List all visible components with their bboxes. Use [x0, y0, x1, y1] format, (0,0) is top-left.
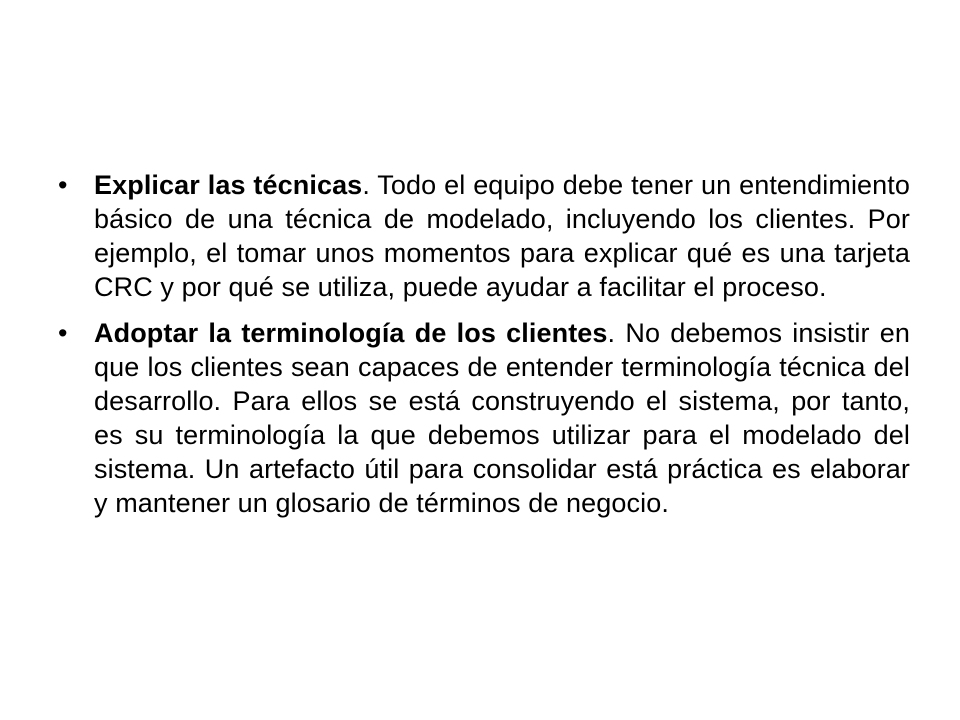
bullet-item-explicar-tecnicas	[52, 168, 910, 304]
bullet-title: Explicar las técnicas	[94, 170, 363, 200]
bullet-text: . Todo el equipo debe tener un entendimiento básico de una técnica de modelado, incluyendo los clientes. Por ejemplo, el tomar unos momentos para explicar qué es una tarjeta CRC y por qué se utiliza, puede ayudar a facilitar el proceso.	[94, 170, 911, 302]
bullet-item-adoptar-terminologia	[52, 316, 910, 520]
bullet-marker: •	[58, 170, 68, 200]
bullet-title: Adoptar la terminología de los clientes	[94, 318, 608, 348]
bullet-list	[52, 168, 910, 532]
bullet-text: . No debemos insistir en que los clientes sean capaces de entender terminología técnica del desarrollo. Para ellos se está construyendo el sistema, por tanto, es su terminología la que debemos utilizar para el modelado del sistema. Un artefacto útil para consolidar está práctica es elaborar y mantener un glosario de términos de negocio.	[94, 318, 911, 518]
bullet-marker: •	[58, 318, 68, 348]
